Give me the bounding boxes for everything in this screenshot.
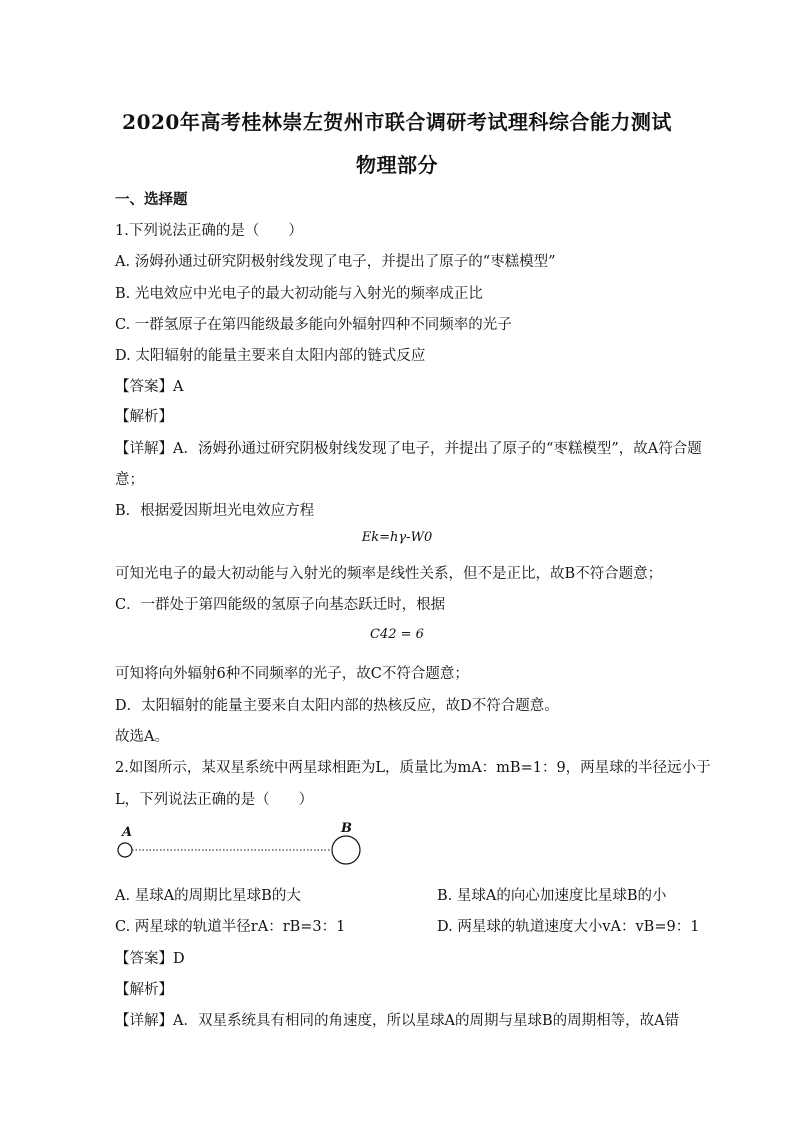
star-a-circle [118,843,132,857]
q2-option-b: B. 星球A的向心加速度比星球B的小 [437,888,667,904]
q2-analysis-label: 【解析】 [115,982,173,998]
q2-option-a: A. 星球A的周期比星球B的大 [115,888,301,904]
q1-option-c: C. 一群氢原子在第四能级最多能向外辐射四种不同频率的光子 [115,317,512,333]
q2-option-d: D. 两星球的轨道速度大小vA：vB=9：1 [437,919,700,935]
q2-option-c: C. 两星球的轨道半径rA：rB=3：1 [115,919,346,935]
q1-detail-line: 意； [115,472,144,488]
q1-detail-line: 【详解】A．汤姆孙通过研究阴极射线发现了电子，并提出了原子的“枣糕模型”，故A符合题 [115,441,702,457]
section-heading: 一、选择题 [115,191,188,208]
q1-detail-line: 故选A。 [115,729,169,745]
q1-detail-line: D．太阳辐射的能量主要来自太阳内部的热核反应，故D不符合题意。 [115,698,559,714]
q1-detail-line: B．根据爱因斯坦光电效应方程 [115,503,315,519]
q2-stem-line2: L，下列说法正确的是（ ） [115,792,314,808]
q1-option-a: A. 汤姆孙通过研究阴极射线发现了电子，并提出了原子的“枣糕模型” [115,254,556,270]
q1-analysis-label: 【解析】 [115,409,173,425]
document-subtitle: 物理部分 [356,153,438,177]
q2-detail-line: 【详解】A．双星系统具有相同的角速度，所以星球A的周期与星球B的周期相等，故A错 [115,1013,680,1029]
q1-option-b: B. 光电效应中光电子的最大初动能与入射光的频率成正比 [115,286,483,302]
star-b-label: B [341,821,352,836]
q1-detail-line: C．一群处于第四能级的氢原子向基态跃迁时，根据 [115,597,446,613]
q1-equation-combination: C42 = 6 [370,627,424,642]
q2-stem-line1: 2.如图所示，某双星系统中两星球相距为L，质量比为mA：mB=1：9，两星球的半径远小于 [115,760,711,776]
binary-star-diagram [112,818,372,870]
q1-option-d: D. 太阳辐射的能量主要来自太阳内部的链式反应 [115,348,426,364]
q1-answer: 【答案】A [115,379,184,395]
document-title: 2020年高考桂林崇左贺州市联合调研考试理科综合能力测试 [122,110,672,134]
q1-stem: 1.下列说法正确的是（ ） [115,223,303,239]
q2-answer: 【答案】D [115,951,185,967]
star-a-label: A [122,825,133,840]
q1-equation-photoelectric: Ek=hγ-W0 [361,530,433,545]
star-b-circle [332,836,360,864]
q1-detail-line: 可知将向外辐射6种不同频率的光子，故C不符合题意； [115,666,469,682]
q1-detail-line: 可知光电子的最大初动能与入射光的频率是线性关系，但不是正比，故B不符合题意； [115,566,663,582]
